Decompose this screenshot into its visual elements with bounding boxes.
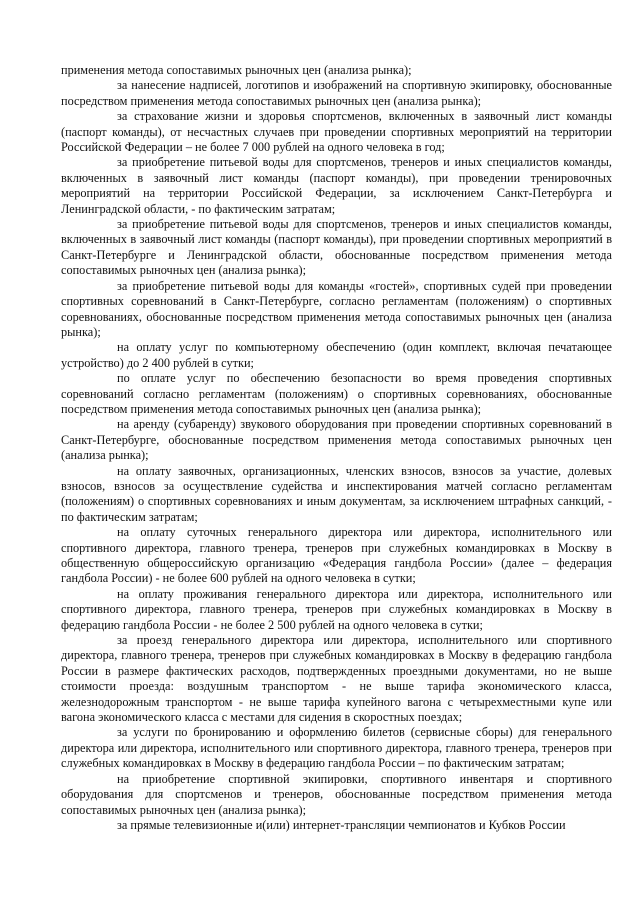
paragraph-fees: на оплату заявочных, организационных, членских взносов, взносов за участие, долевых взносов, взносов за осуществление судейства и инспектирования матчей согласно регламентам (положениям) о спортивных соревнованиях и иным документам, за исключением штрафных санкций, - по фактическим затратам;	[61, 463, 612, 524]
paragraph-computer-services: на оплату услуг по компьютерному обеспечению (один комплект, включая печатающее устройство) до 2 400 рублей в сутки;	[61, 340, 612, 370]
paragraph-continuation: применения метода сопоставимых рыночных цен (анализа рынка);	[61, 63, 412, 77]
paragraph-water-guests: за приобретение питьевой воды для команды «гостей», спортивных судей при проведении спортивных соревнований в Санкт-Петербурге, согласно регламентам (положениям) о спортивных соревнованиях, обоснованные посредством применения метода сопоставимых рыночных цен (анализа рынка);	[61, 278, 612, 339]
paragraph-ticket-booking: за услуги по бронированию и оформлению билетов (сервисные сборы) для генерального директора или директора, исполнительного или спортивного директора, главного тренера, тренеров при служебных командировках в Москву в федерацию гандбола России – по фактическим затратам;	[61, 725, 612, 771]
paragraph-water-training: за приобретение питьевой воды для спортсменов, тренеров и иных специалистов команды, включенных в заявочный лист команды (паспорт команды), при проведении тренировочных мероприятий на территории Российской Федерации, за исключением Санкт-Петербурга и Ленинградской области, - по фактическим затратам;	[61, 155, 612, 216]
paragraph-broadcasts: за прямые телевизионные и(или) интернет-трансляции чемпионатов и Кубков России	[117, 817, 566, 832]
paragraph-daily-allowance: на оплату суточных генерального директора или директора, исполнительного или спортивного директора, главного тренера, тренеров при служебных командировках в Москву в общественную общероссийскую организацию «Федерация гандбола России» (далее – федерация гандбола России) - не более 600 рублей на одного человека в сутки;	[61, 525, 612, 586]
paragraph-accommodation: на оплату проживания генерального директора или директора, исполнительного или спортивного директора, главного тренера, тренеров при служебных командировках в Москву в федерацию гандбола России - не более 2 500 рублей на одного человека в сутки;	[61, 586, 612, 632]
paragraph-travel: за проезд генерального директора или директора, исполнительного или спортивного директора, главного тренера, тренеров при служебных командировках в Москву в федерацию гандбола России в размере фактических расходов, подтвержденных проездными документами, но не выше стоимости проезда: воздушным транспортом - не выше тарифа экономического класса, железнодорожным транспортом - не выше тарифа купейного вагона с четырехместными купе или вагона экономического класса с местами для сидения в скоростных поездах;	[61, 633, 612, 725]
paragraph-labeling-equipment: за нанесение надписей, логотипов и изображений на спортивную экипировку, обоснованные посредством применения метода сопоставимых рыночных цен (анализа рынка);	[61, 78, 612, 108]
document-body	[61, 63, 612, 833]
paragraph-security: по оплате услуг по обеспечению безопасности во время проведения спортивных соревнований согласно регламентам (положениям) о спортивных соревнованиях, обоснованные посредством применения метода сопоставимых рыночных цен (анализа рынка);	[61, 371, 612, 416]
paragraph-water-competitions: за приобретение питьевой воды для спортсменов, тренеров и иных специалистов команды, включенных в заявочный лист команды (паспорт команды), при проведении спортивных мероприятий в Санкт-Петербурге и Ленинградской области, обоснованные посредством применения метода сопоставимых рыночных цен (анализа рынка);	[61, 217, 612, 278]
paragraph-sound-equipment: на аренду (субаренду) звукового оборудования при проведении спортивных соревнований в Санкт-Петербурге, обоснованные посредством применения метода сопоставимых рыночных цен (анализа рынка);	[61, 417, 612, 463]
paragraph-sports-equipment: на приобретение спортивной экипировки, спортивного инвентаря и спортивного оборудования для спортсменов и тренеров, обоснованные посредством применения метода сопоставимых рыночных цен (анализа рынка);	[61, 771, 612, 817]
paragraph-insurance: за страхование жизни и здоровья спортсменов, включенных в заявочный лист команды (паспорт команды), от несчастных случаев при проведении спортивных мероприятий на территории Российской Федерации – не более 7 000 рублей на одного человека в год;	[61, 109, 612, 155]
